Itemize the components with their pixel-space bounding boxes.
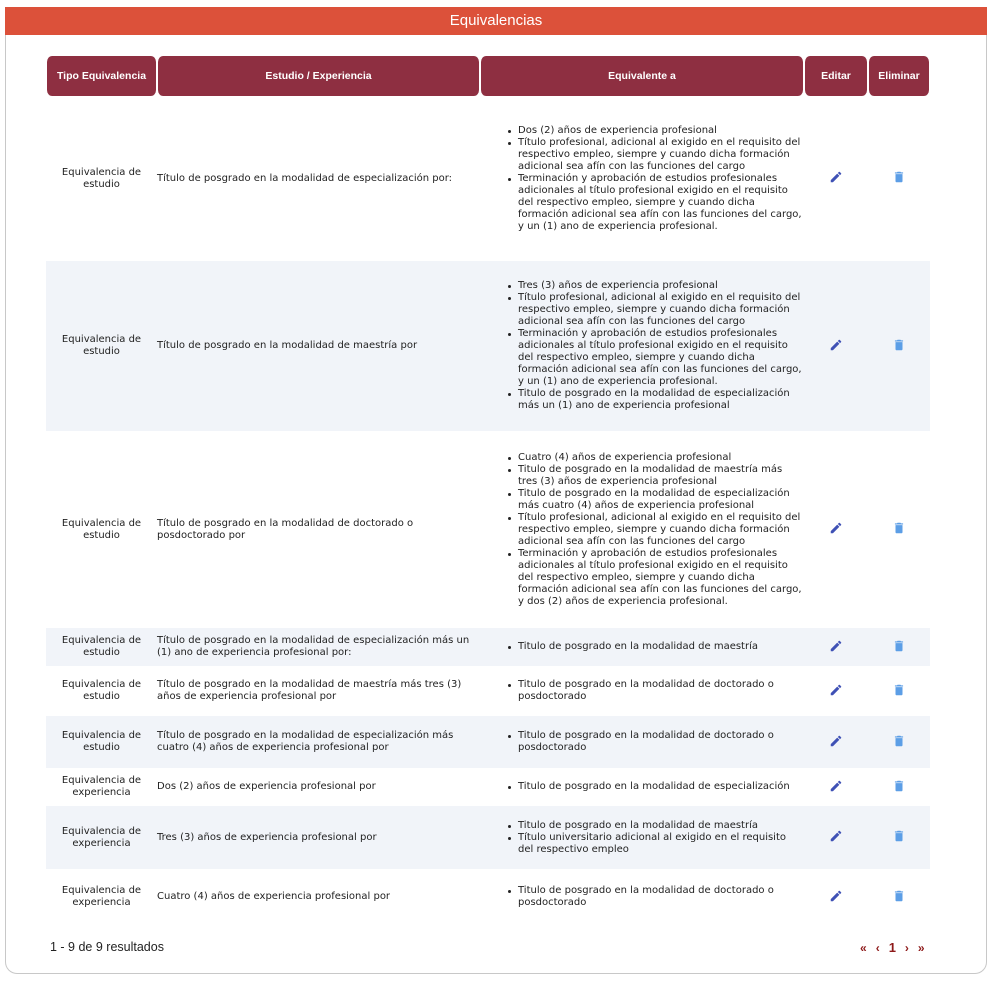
estudio-cell: Título de posgrado en la modalidad de especialización más un (1) ano de experiencia profesional por: (157, 628, 480, 666)
edit-cell (804, 806, 868, 869)
table-row (46, 716, 930, 768)
edit-cell (804, 666, 868, 716)
edit-cell (804, 869, 868, 925)
tipo-cell: Equivalencia de estudio (46, 261, 157, 431)
equivalente-list (480, 679, 804, 703)
results-count: 1 - 9 de 9 resultados (50, 940, 164, 954)
tipo-cell: Equivalencia de experiencia (61, 885, 142, 908)
delete-cell (868, 628, 930, 666)
table-row (46, 628, 930, 666)
prev-page-button[interactable]: ‹ (875, 940, 880, 955)
pencil-icon[interactable] (829, 734, 843, 748)
estudio-cell: Dos (2) años de experiencia profesional por (157, 781, 376, 792)
equivalente-item: Titulo de posgrado en la modalidad de doctorado o posdoctorado (518, 679, 804, 703)
delete-cell (868, 666, 930, 716)
first-page-button[interactable]: « (860, 940, 867, 955)
equivalente-cell (480, 666, 804, 716)
equivalencias-table (46, 56, 930, 925)
equivalente-list (480, 125, 804, 233)
column-header-eliminar: Eliminar (868, 56, 930, 96)
table-row (46, 261, 930, 431)
delete-cell (868, 716, 930, 768)
column-header-estudio[interactable]: Estudio / Experiencia (157, 56, 480, 96)
table-row (46, 768, 930, 806)
last-page-button[interactable]: » (917, 940, 925, 955)
equivalente-item: Tres (3) años de experiencia profesional (518, 280, 804, 292)
edit-cell (804, 431, 868, 628)
equivalente-item: Dos (2) años de experiencia profesional (518, 125, 804, 137)
pencil-icon[interactable] (829, 338, 843, 352)
column-header-equivalente[interactable]: Equivalente a (480, 56, 804, 96)
trash-icon[interactable] (892, 734, 906, 748)
equivalente-cell (480, 261, 804, 431)
edit-cell (804, 768, 868, 806)
tipo-cell: Equivalencia de estudio (61, 679, 142, 702)
trash-icon[interactable] (892, 639, 906, 653)
edit-cell (804, 261, 868, 431)
equivalente-item: Terminación y aprobación de estudios profesionales adicionales al título profesional exigido en el requisito del respectivo empleo, siempre y cuando dicha formación adicional sea afín con las funciones del cargo, y dos (2) años de experiencia profesional. (518, 548, 804, 608)
equivalente-item: Titulo de posgrado en la modalidad de doctorado o posdoctorado (518, 730, 804, 754)
trash-icon[interactable] (892, 829, 906, 843)
equivalente-item: Terminación y aprobación de estudios profesionales adicionales al título profesional exigido en el requisito del respectivo empleo, siempre y cuando dicha formación adicional sea afín con las funciones del cargo, y un (1) ano de experiencia profesional. (518, 173, 804, 233)
equivalente-item: Titulo de posgrado en la modalidad de doctorado o posdoctorado (518, 885, 804, 909)
equivalente-item: Título universitario adicional al exigido en el requisito del respectivo empleo (518, 832, 804, 856)
estudio-cell: Título de posgrado en la modalidad de especialización más cuatro (4) años de experiencia profesional por (157, 716, 480, 768)
estudio-cell: Título de posgrado en la modalidad de doctorado o posdoctorado por (157, 517, 414, 541)
equivalente-cell (480, 768, 804, 806)
equivalente-list (480, 641, 804, 653)
equivalente-item: Titulo de posgrado en la modalidad de maestría (518, 820, 804, 832)
estudio-cell: Título de posgrado en la modalidad de maestría por (157, 261, 480, 431)
equivalente-item: Título profesional, adicional al exigido en el requisito del respectivo empleo, siempre y cuando dicha formación adicional sea afín con las funciones del cargo (518, 512, 804, 548)
pencil-icon[interactable] (829, 639, 843, 653)
equivalente-item: Titulo de posgrado en la modalidad de maestría (518, 641, 804, 653)
trash-icon[interactable] (892, 338, 906, 352)
trash-icon[interactable] (892, 170, 906, 184)
estudio-cell: Título de posgrado en la modalidad de especialización por: (157, 172, 453, 184)
tipo-cell: Equivalencia de estudio (46, 716, 157, 768)
equivalente-item: Título profesional, adicional al exigido en el requisito del respectivo empleo, siempre y cuando dicha formación adicional sea afín con las funciones del cargo (518, 137, 804, 173)
table-row (46, 806, 930, 869)
table-row (46, 96, 930, 261)
tipo-cell: Equivalencia de estudio (46, 628, 157, 666)
equivalente-item: Titulo de posgrado en la modalidad de especialización más cuatro (4) años de experiencia profesional (518, 488, 804, 512)
equivalente-list (480, 280, 804, 412)
edit-cell (804, 716, 868, 768)
equivalente-list (480, 885, 804, 909)
equivalente-item: Terminación y aprobación de estudios profesionales adicionales al título profesional exigido en el requisito del respectivo empleo, siempre y cuando dicha formación adicional sea afín con las funciones del cargo, y un (1) ano de experiencia profesional. (518, 328, 804, 388)
estudio-cell: Tres (3) años de experiencia profesional por (157, 806, 480, 869)
tipo-cell: Equivalencia de experiencia (61, 775, 142, 798)
delete-cell (868, 96, 930, 261)
pencil-icon[interactable] (829, 170, 843, 184)
delete-cell (868, 806, 930, 869)
column-header-tipo[interactable]: Tipo Equivalencia (46, 56, 157, 96)
trash-icon[interactable] (892, 889, 906, 903)
equivalente-list (480, 730, 804, 754)
edit-cell (804, 96, 868, 261)
equivalente-item: Titulo de posgrado en la modalidad de especialización más un (1) ano de experiencia profesional (518, 388, 804, 412)
tipo-cell: Equivalencia de experiencia (46, 806, 157, 869)
pencil-icon[interactable] (829, 779, 843, 793)
equivalente-cell (480, 716, 804, 768)
equivalente-item: Titulo de posgrado en la modalidad de maestría más tres (3) años de experiencia profesional (518, 464, 804, 488)
next-page-button[interactable]: › (904, 940, 909, 955)
trash-icon[interactable] (892, 521, 906, 535)
delete-cell (868, 768, 930, 806)
table-header-row (46, 56, 930, 96)
equivalente-item: Titulo de posgrado en la modalidad de especialización (518, 781, 804, 793)
equivalente-cell (480, 96, 804, 261)
pencil-icon[interactable] (829, 889, 843, 903)
pencil-icon[interactable] (829, 829, 843, 843)
estudio-cell: Título de posgrado en la modalidad de maestría más tres (3) años de experiencia profesional por (157, 679, 462, 702)
delete-cell (868, 431, 930, 628)
edit-cell (804, 628, 868, 666)
equivalente-cell (480, 628, 804, 666)
table-row (46, 869, 930, 925)
delete-cell (868, 261, 930, 431)
page-number-button[interactable]: 1 (888, 940, 896, 955)
pencil-icon[interactable] (829, 521, 843, 535)
equivalente-item: Título profesional, adicional al exigido en el requisito del respectivo empleo, siempre y cuando dicha formación adicional sea afín con las funciones del cargo (518, 292, 804, 328)
column-header-editar: Editar (804, 56, 868, 96)
trash-icon[interactable] (892, 683, 906, 697)
equivalente-list (480, 820, 804, 856)
table-row (46, 431, 930, 628)
delete-cell (868, 869, 930, 925)
trash-icon[interactable] (892, 779, 906, 793)
pencil-icon[interactable] (829, 683, 843, 697)
estudio-cell: Cuatro (4) años de experiencia profesional por (157, 891, 391, 902)
equivalente-cell (480, 806, 804, 869)
pagination (860, 940, 925, 955)
equivalente-cell (480, 869, 804, 925)
equivalente-list (480, 781, 804, 793)
panel-title: Equivalencias (5, 7, 987, 35)
tipo-cell: Equivalencia de estudio (61, 517, 142, 541)
equivalente-cell (480, 431, 804, 628)
equivalente-list (480, 452, 804, 608)
table-row (46, 666, 930, 716)
tipo-cell: Equivalencia de estudio (61, 166, 142, 190)
equivalente-item: Cuatro (4) años de experiencia profesional (518, 452, 804, 464)
